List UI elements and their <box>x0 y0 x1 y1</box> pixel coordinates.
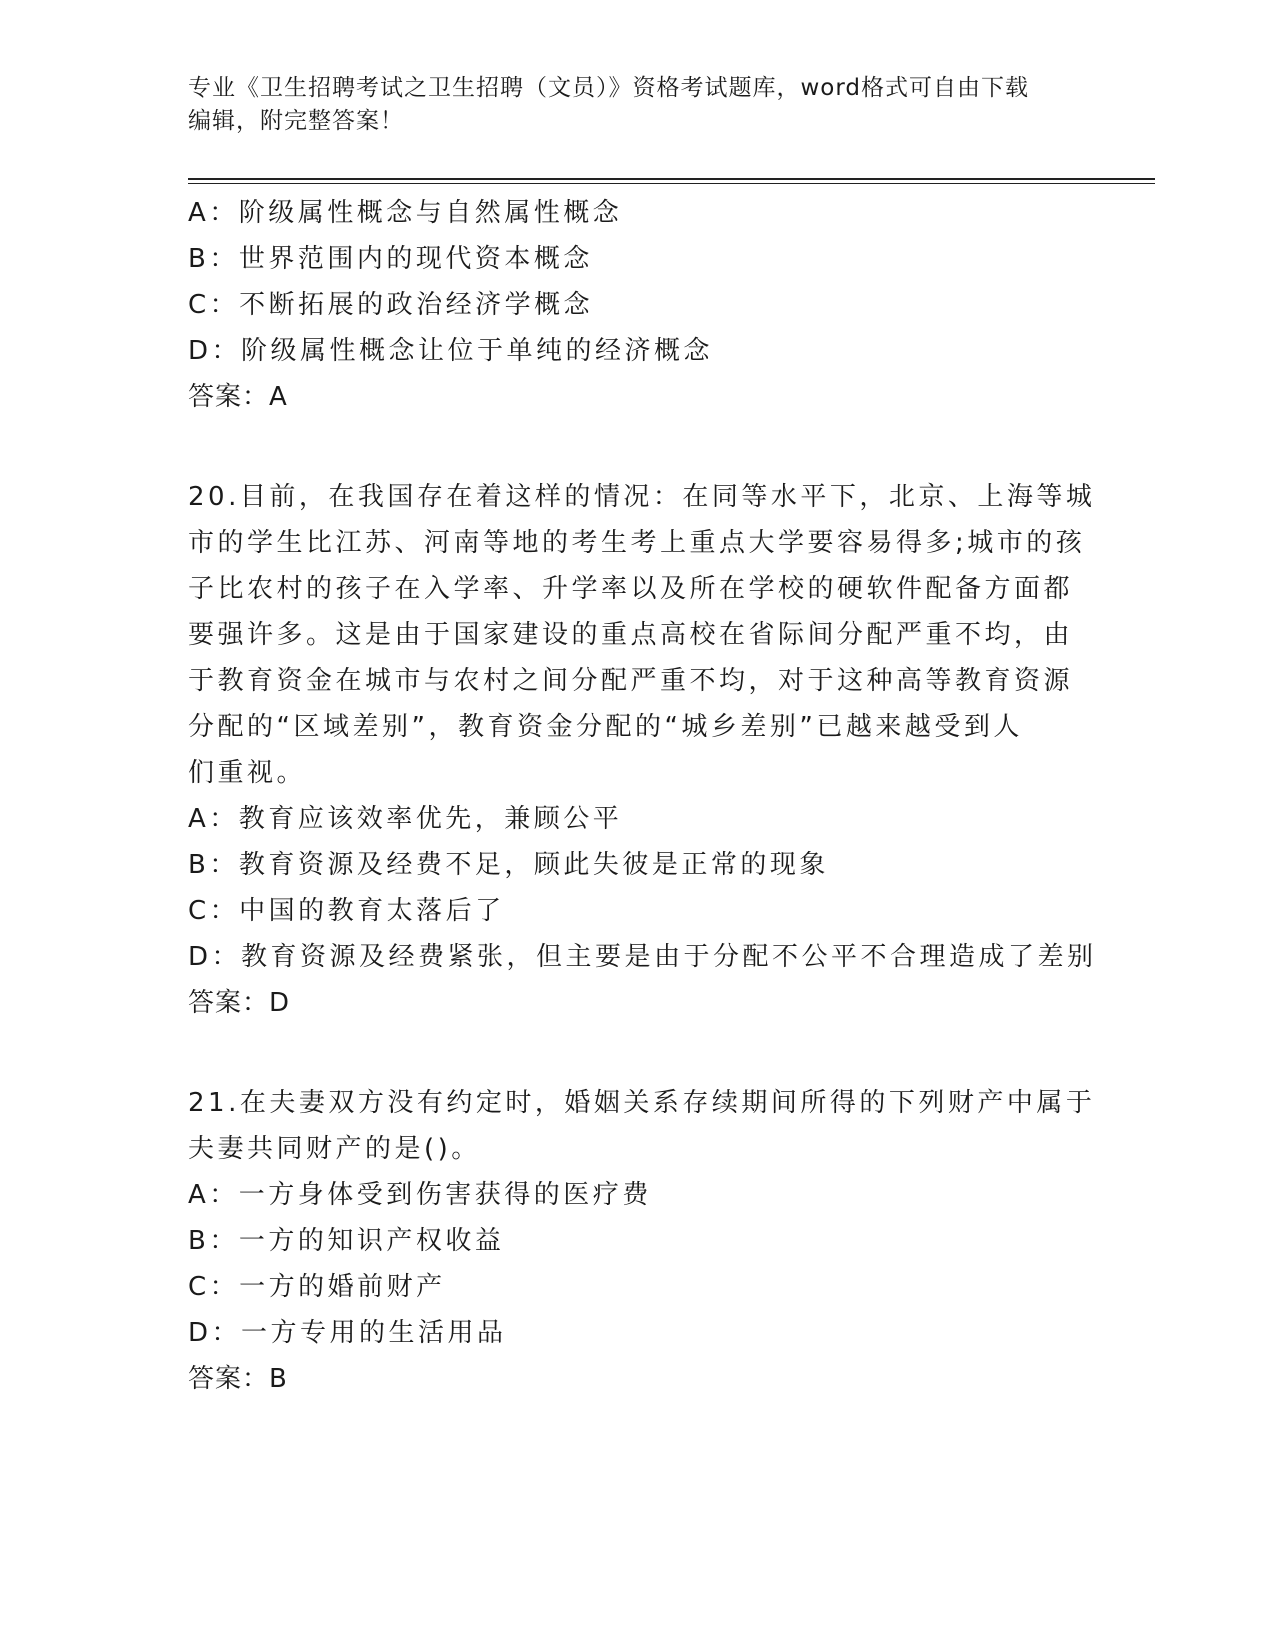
question-stem-line: 21.在夫妻双方没有约定时，婚姻关系存续期间所得的下列财产中属于 <box>188 1088 1096 1118</box>
question-21 <box>188 1080 1096 1402</box>
header-line-2: 编辑，附完整答案！ <box>188 108 404 134</box>
question-stem-line: 市的学生比江苏、河南等地的考生考上重点大学要容易得多;城市的孩 <box>188 528 1086 558</box>
answer-line: 答案：D <box>188 988 291 1018</box>
question-19 <box>188 190 1088 420</box>
option-c: C：中国的教育太落后了 <box>188 896 505 926</box>
question-spacer <box>188 1026 1088 1080</box>
question-20 <box>188 474 1097 1026</box>
header-line-1: 专业《卫生招聘考试之卫生招聘（文员）》资格考试题库，word格式可自由下载 <box>188 75 1030 101</box>
question-stem-line: 们重视。 <box>188 758 307 788</box>
option-d: D：阶级属性概念让位于单纯的经济概念 <box>188 336 714 366</box>
header-divider-thick <box>188 178 1155 180</box>
question-stem-line: 子比农村的孩子在入学率、升学率以及所在学校的硬软件配备方面都 <box>188 574 1074 604</box>
option-c: C：不断拓展的政治经济学概念 <box>188 290 594 320</box>
option-a: A：一方身体受到伤害获得的医疗费 <box>188 1180 652 1210</box>
option-b: B：教育资源及经费不足，顾此失彼是正常的现象 <box>188 850 829 880</box>
option-c: C：一方的婚前财产 <box>188 1272 446 1302</box>
option-d: D：一方专用的生活用品 <box>188 1318 507 1348</box>
question-stem-line: 20.目前，在我国存在着这样的情况：在同等水平下，北京、上海等城 <box>188 482 1096 512</box>
option-b: B：世界范围内的现代资本概念 <box>188 244 593 274</box>
question-list <box>188 190 1097 1402</box>
option-b: B：一方的知识产权收益 <box>188 1226 505 1256</box>
question-stem-line: 分配的“区域差别”，教育资金分配的“城乡差别”已越来越受到人 <box>188 712 1023 742</box>
question-stem-line: 夫妻共同财产的是()。 <box>188 1134 481 1164</box>
answer-line: 答案：B <box>188 1364 288 1394</box>
option-a: A：阶级属性概念与自然属性概念 <box>188 198 623 228</box>
document-header <box>188 72 1088 138</box>
option-d: D：教育资源及经费紧张，但主要是由于分配不公平不合理造成了差别 <box>188 942 1097 972</box>
option-a: A：教育应该效率优先，兼顾公平 <box>188 804 623 834</box>
question-stem-line: 于教育资金在城市与农村之间分配严重不均，对于这种高等教育资源 <box>188 666 1074 696</box>
question-spacer <box>188 420 1088 474</box>
question-stem-line: 要强许多。这是由于国家建设的重点高校在省际间分配严重不均，由 <box>188 620 1074 650</box>
header-divider-thin <box>188 183 1155 184</box>
answer-line: 答案：A <box>188 382 288 412</box>
